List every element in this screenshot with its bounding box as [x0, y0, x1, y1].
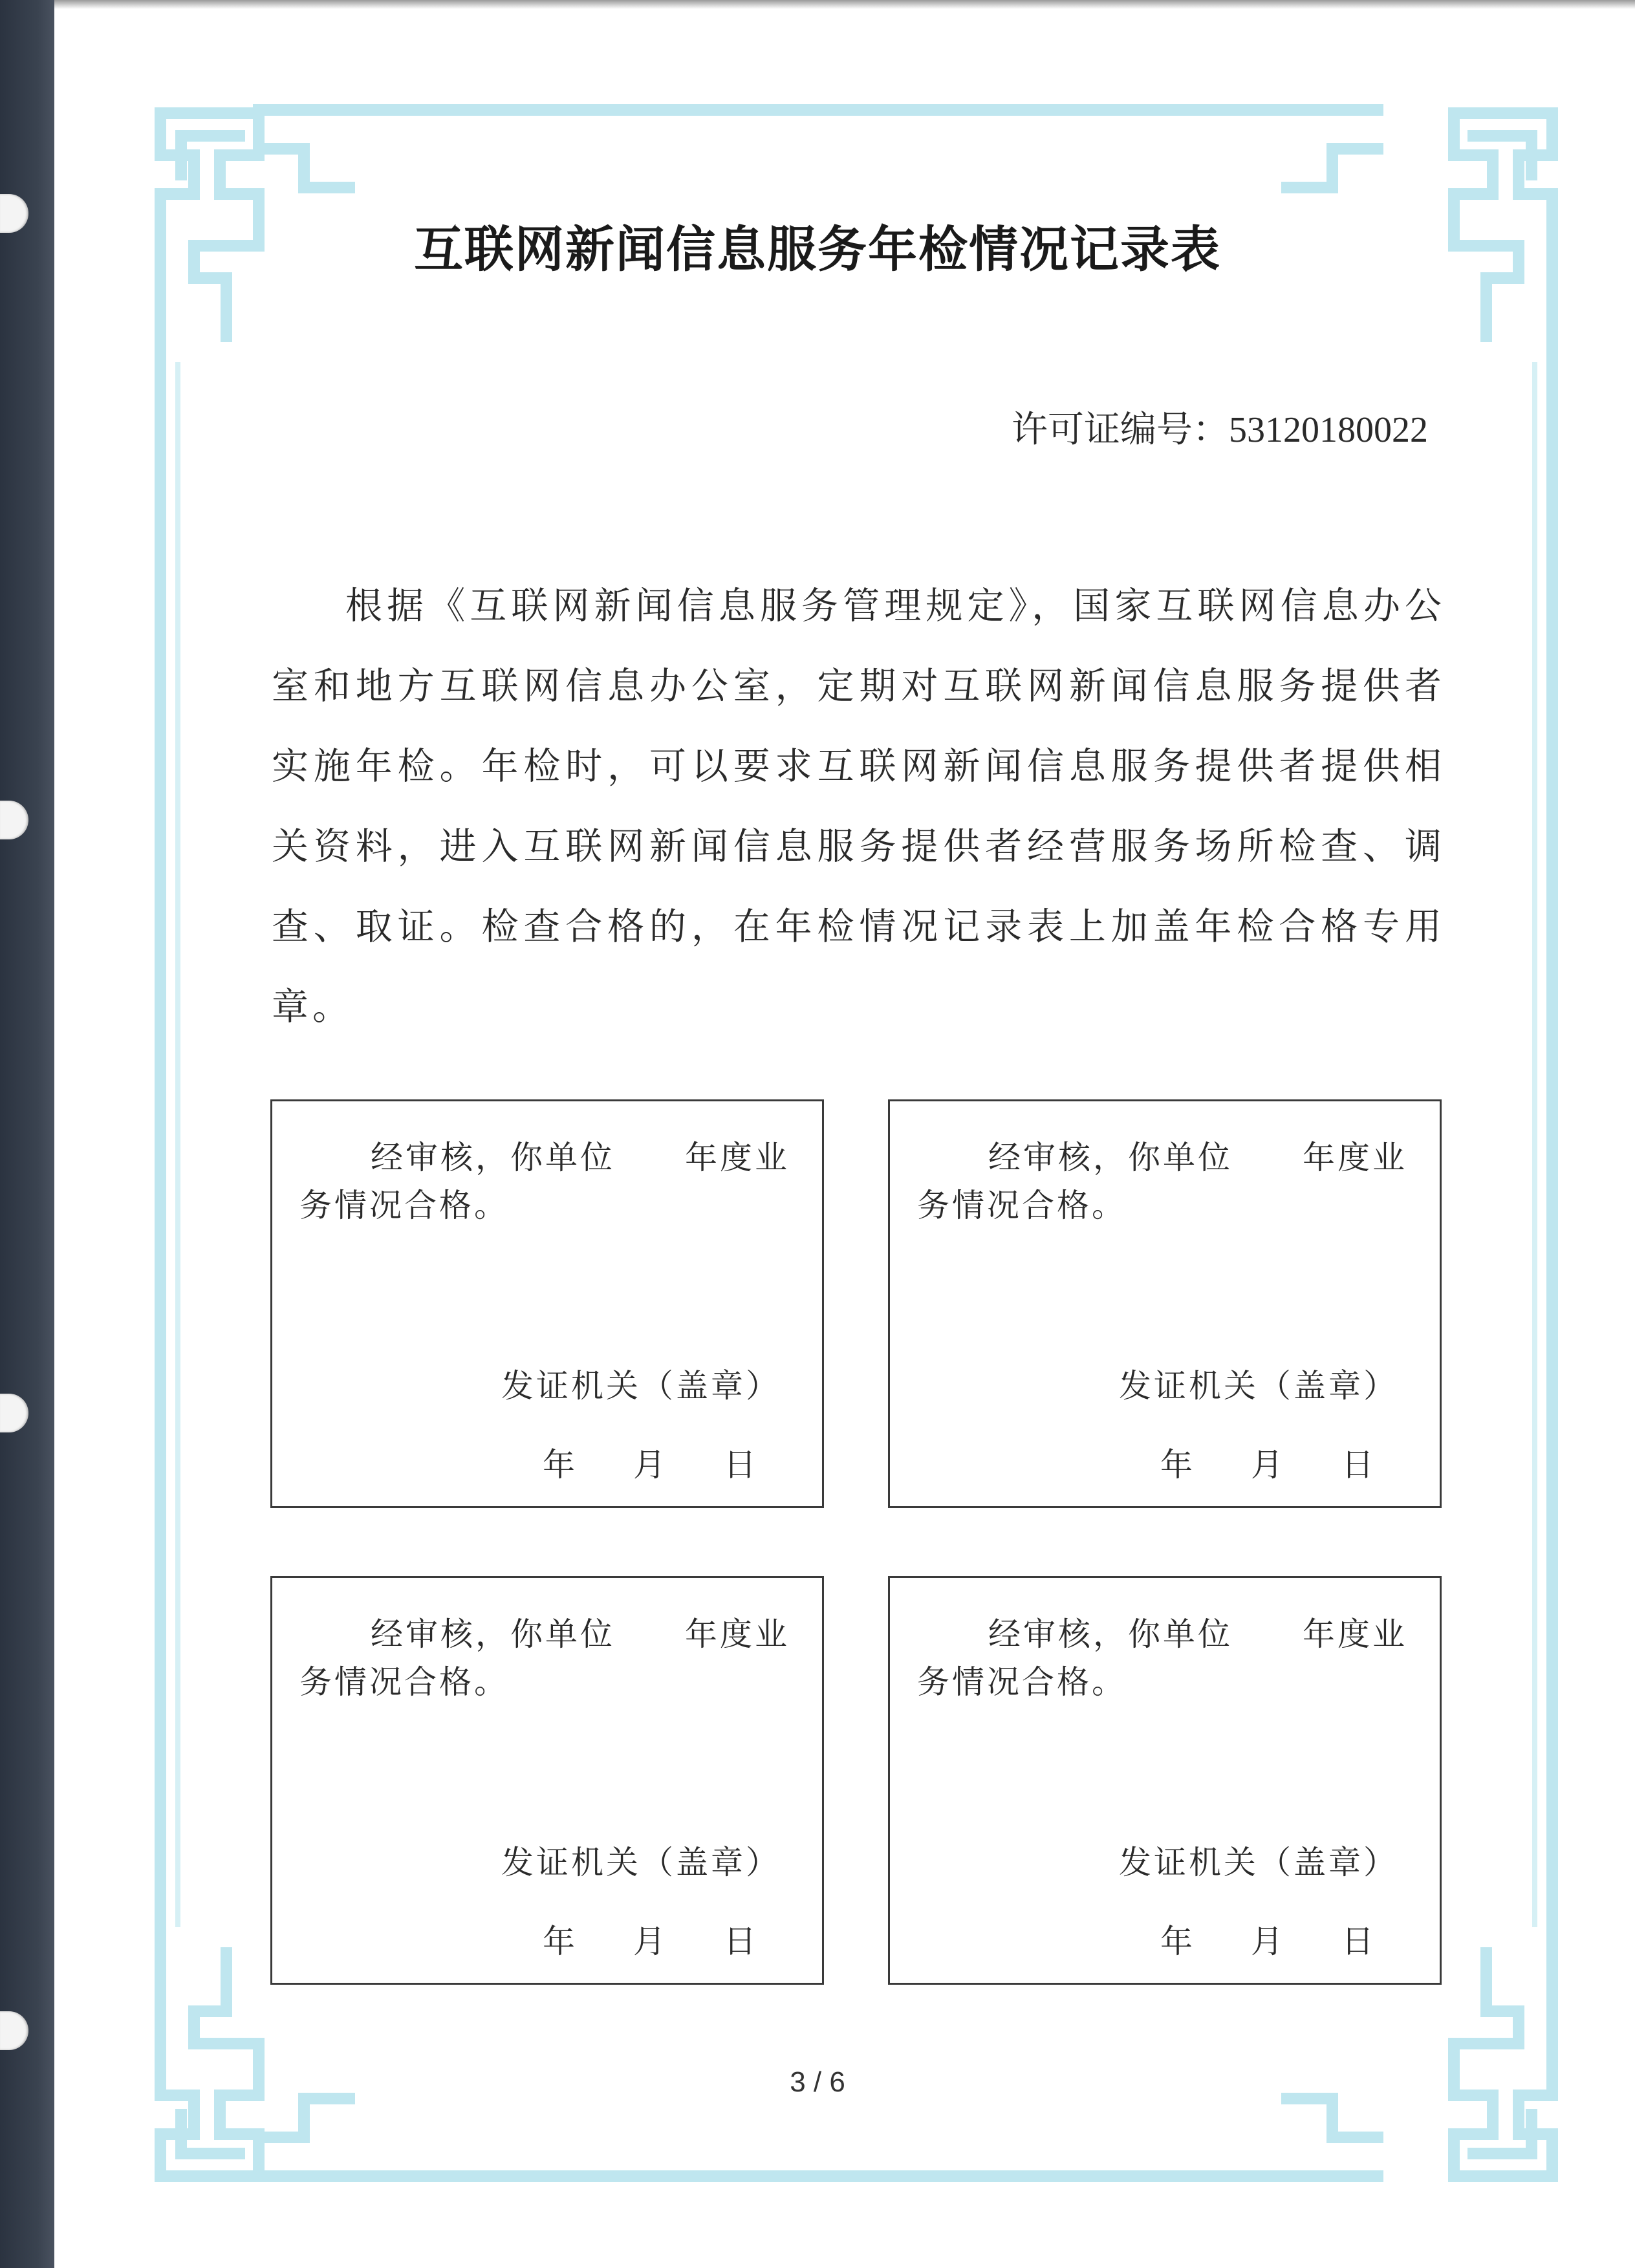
license-label: 许可证编号： — [1012, 410, 1229, 450]
inspection-box — [270, 1099, 824, 1508]
license-number-line — [1012, 401, 1428, 453]
inspection-statement: 经审核，你单位 年度业务情况合格。 — [917, 1615, 1407, 1701]
date-year: 年 — [1160, 1446, 1193, 1484]
date-month: 月 — [1251, 1446, 1283, 1484]
date-line — [1160, 1916, 1432, 1962]
issuer-seal-label: 发证机关（盖章） — [501, 1844, 781, 1881]
intro-paragraph: 根据《互联网新闻信息服务管理规定》，国家互联网信息办公室和地方互联网信息办公室，定期对互联网新闻信息服务提供者实施年检。年检时，可以要求互联网新闻信息服务提供者提供相关资料，进入互联网新闻信息服务提供者经营服务场所检查、调查、取证。检查合格的，在年检情况记录表上加盖年检合格专用章。 — [272, 585, 1446, 1028]
date-year: 年 — [543, 1923, 575, 1960]
inspection-box — [888, 1099, 1442, 1508]
date-line — [543, 1439, 814, 1485]
date-year: 年 — [543, 1446, 575, 1484]
document-title: 互联网新闻信息服务年检情况记录表 — [414, 221, 1221, 278]
inspection-statement: 经审核，你单位 年度业务情况合格。 — [299, 1139, 790, 1224]
date-line — [543, 1916, 814, 1962]
inspection-statement: 经审核，你单位 年度业务情况合格。 — [917, 1139, 1407, 1224]
date-year: 年 — [1160, 1923, 1193, 1960]
issuer-seal-label: 发证机关（盖章） — [1119, 1367, 1398, 1405]
date-day: 日 — [724, 1446, 756, 1484]
date-day: 日 — [1341, 1446, 1374, 1484]
issuer-seal-label: 发证机关（盖章） — [1119, 1844, 1398, 1881]
date-month: 月 — [633, 1923, 666, 1960]
date-month: 月 — [633, 1446, 666, 1484]
inspection-statement: 经审核，你单位 年度业务情况合格。 — [299, 1615, 790, 1701]
date-month: 月 — [1251, 1923, 1283, 1960]
inspection-box — [270, 1576, 824, 1985]
date-day: 日 — [724, 1923, 756, 1960]
issuer-seal-label: 发证机关（盖章） — [501, 1367, 781, 1405]
date-line — [1160, 1439, 1432, 1485]
date-day: 日 — [1341, 1923, 1374, 1960]
license-number: 53120180022 — [1229, 410, 1428, 450]
inspection-box — [888, 1576, 1442, 1985]
page-number: 3 / 6 — [790, 2066, 845, 2098]
